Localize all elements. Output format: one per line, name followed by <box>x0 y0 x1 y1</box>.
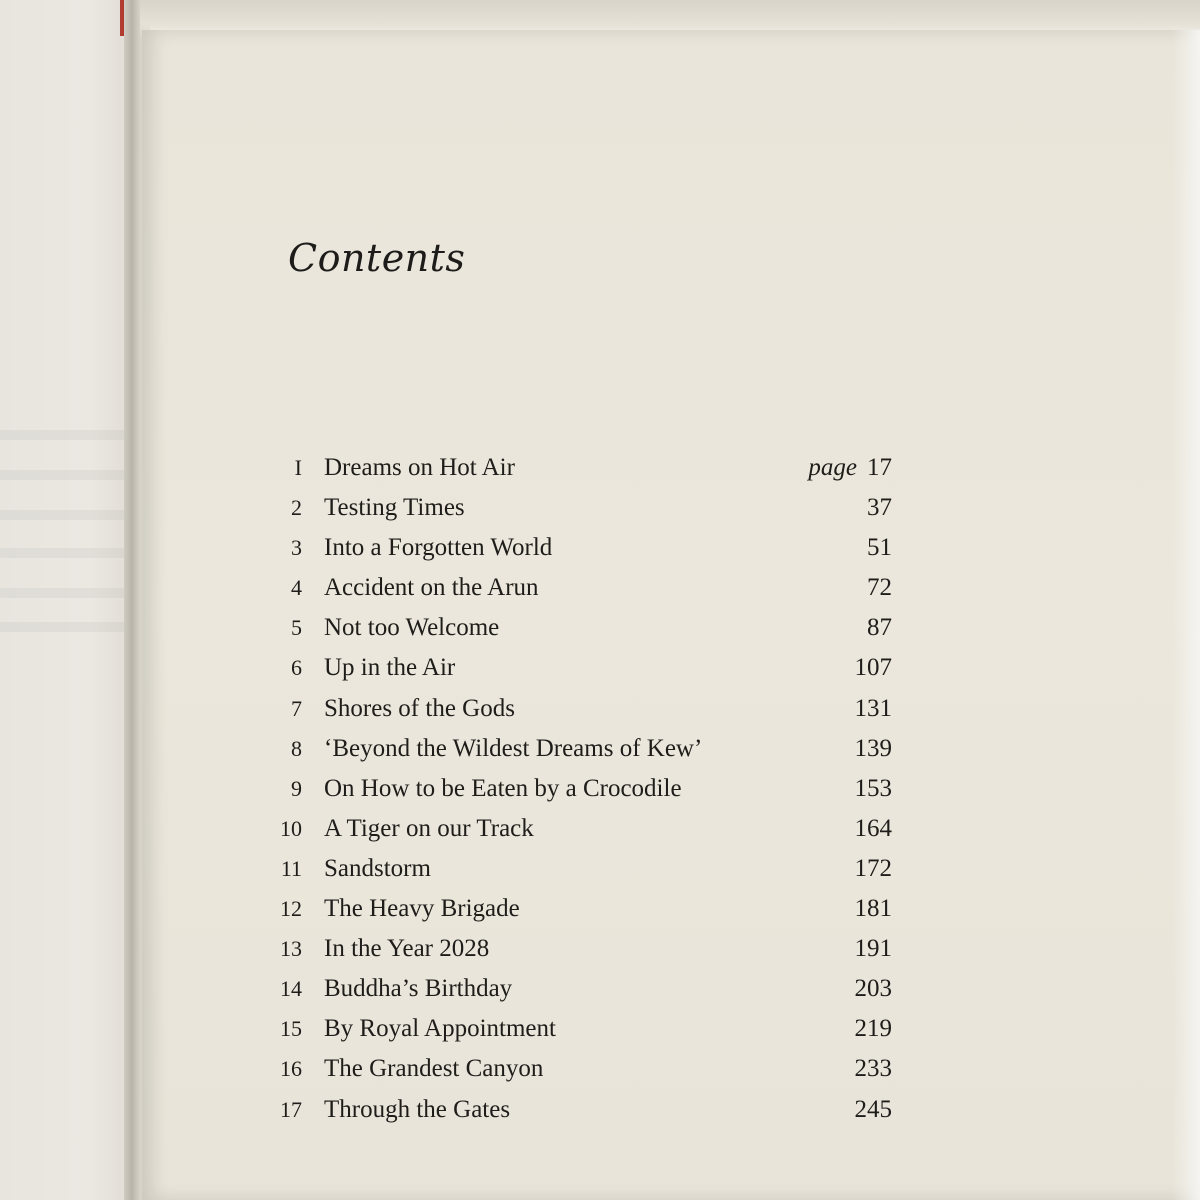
show-through-line <box>0 430 128 440</box>
toc-row <box>268 1009 892 1049</box>
page-number-cell <box>855 969 893 1009</box>
chapter-number: 15 <box>280 1016 302 1042</box>
chapter-number: 7 <box>291 695 302 721</box>
chapter-number: 6 <box>291 655 302 681</box>
chapter-title: Buddha’s Birthday <box>324 975 513 1003</box>
toc-row <box>268 929 892 969</box>
table-of-contents <box>268 448 892 1130</box>
toc-row <box>268 849 892 889</box>
toc-row <box>268 528 892 568</box>
page-number-cell <box>855 929 893 969</box>
page-title: Contents <box>288 236 466 280</box>
page-number-cell <box>855 1090 893 1130</box>
toc-row <box>268 608 892 648</box>
toc-row <box>268 1049 892 1089</box>
page-number: 191 <box>854 935 892 963</box>
page-number-cell <box>855 809 893 849</box>
page-number-cell <box>855 1009 893 1049</box>
chapter-title: Accident on the Arun <box>324 574 539 602</box>
toc-row <box>268 729 892 769</box>
toc-row <box>268 769 892 809</box>
chapter-number: 8 <box>291 735 302 761</box>
page-number: 72 <box>867 574 892 602</box>
page-number: 131 <box>854 694 892 722</box>
chapter-title: Dreams on Hot Air <box>324 454 515 481</box>
chapter-title: Testing Times <box>324 494 465 522</box>
page-number-cell <box>855 889 893 929</box>
chapter-number: 5 <box>291 615 302 641</box>
chapter-number: 17 <box>280 1096 302 1122</box>
page-number-cell <box>855 769 893 809</box>
chapter-title: In the Year 2028 <box>324 935 490 963</box>
toc-row <box>268 648 892 688</box>
show-through-line <box>0 510 128 520</box>
page-number: 219 <box>854 1015 892 1043</box>
page-number-cell <box>855 849 893 889</box>
toc-row <box>268 448 892 488</box>
toc-row <box>268 969 892 1009</box>
page-number-cell <box>867 568 892 608</box>
page-number-cell <box>867 488 892 528</box>
page-number-cell <box>867 528 892 568</box>
page-edge-shade <box>1172 30 1200 1200</box>
toc-row <box>268 809 892 849</box>
page-number: 37 <box>867 494 892 522</box>
page-number: 203 <box>854 975 892 1003</box>
page-number: 181 <box>854 895 892 923</box>
chapter-title: Into a Forgotten World <box>324 534 553 562</box>
chapter-number: 12 <box>280 896 302 922</box>
page-number: 153 <box>854 774 892 802</box>
page-number: 164 <box>854 814 892 842</box>
chapter-title: The Grandest Canyon <box>324 1055 544 1083</box>
chapter-title: Through the Gates <box>324 1095 511 1123</box>
page-label: page <box>808 454 857 481</box>
page-number: 17 <box>867 454 892 481</box>
chapter-title: By Royal Appointment <box>324 1015 556 1043</box>
page-number: 233 <box>854 1055 892 1083</box>
chapter-title: ‘Beyond the Wildest Dreams of Kew’ <box>324 734 703 762</box>
chapter-title: Up in the Air <box>324 654 456 682</box>
toc-row <box>268 488 892 528</box>
page-number: 51 <box>867 534 892 562</box>
page-number: 245 <box>854 1095 892 1123</box>
chapter-title: On How to be Eaten by a Crocodile <box>324 774 682 802</box>
chapter-number: 9 <box>291 775 302 801</box>
show-through-line <box>0 622 128 632</box>
chapter-title: Shores of the Gods <box>324 694 515 722</box>
chapter-number: 13 <box>280 936 302 962</box>
chapter-title: The Heavy Brigade <box>324 895 520 923</box>
page-number-cell <box>855 729 893 769</box>
toc-row <box>268 889 892 929</box>
page-number: 107 <box>854 654 892 682</box>
chapter-number: 16 <box>280 1056 302 1082</box>
chapter-number: 2 <box>291 495 302 521</box>
toc-row <box>268 1090 892 1130</box>
chapter-number: 3 <box>291 535 302 561</box>
page-number-cell <box>867 608 892 648</box>
page-number: 139 <box>854 734 892 762</box>
page-number-cell <box>855 1049 893 1089</box>
page-number: 172 <box>854 854 892 882</box>
chapter-number: 11 <box>280 855 302 881</box>
left-page <box>0 0 128 1200</box>
page-number-cell <box>855 689 893 729</box>
chapter-title: Not too Welcome <box>324 614 500 642</box>
show-through-line <box>0 588 128 598</box>
toc-row <box>268 689 892 729</box>
chapter-title: A Tiger on our Track <box>324 814 534 842</box>
chapter-number: I <box>294 455 302 480</box>
toc-row <box>268 568 892 608</box>
chapter-number: 4 <box>291 575 302 601</box>
chapter-number: 10 <box>280 815 302 841</box>
show-through-line <box>0 548 128 558</box>
page-number-cell <box>808 448 892 488</box>
page-number-cell <box>855 648 893 688</box>
chapter-title: Sandstorm <box>324 854 431 882</box>
page-number: 87 <box>867 614 892 642</box>
chapter-number: 14 <box>280 976 302 1002</box>
show-through-line <box>0 470 128 480</box>
